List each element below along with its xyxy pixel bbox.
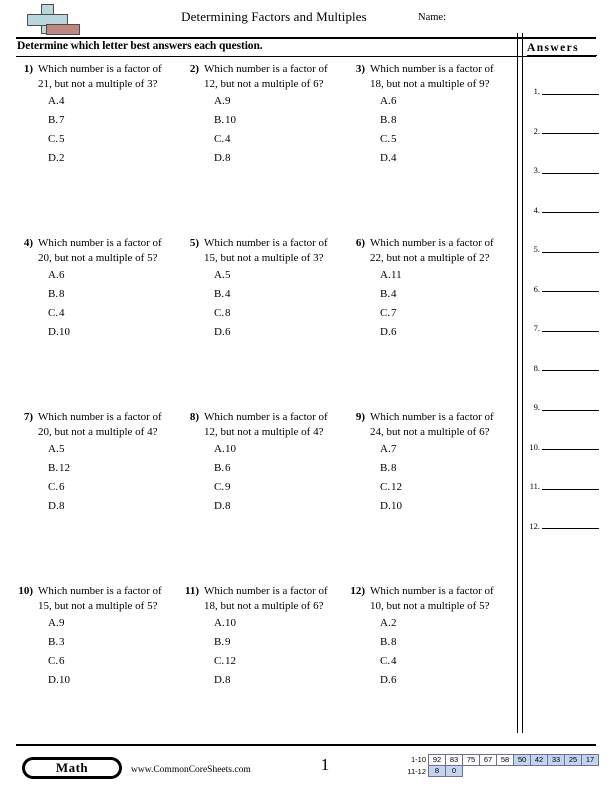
choice-option[interactable] (370, 614, 512, 633)
choice-value: 4 (225, 288, 231, 300)
score-cell: 42 (530, 754, 548, 766)
choice-value: 9 (225, 481, 231, 493)
question-text: Which number is a factor of 18, but not a multiple of 9? (370, 63, 494, 90)
choice-letter: C. (48, 133, 59, 145)
choice-option[interactable] (38, 614, 180, 633)
answer-input-blank[interactable] (542, 449, 599, 450)
answer-number: 10. (529, 441, 540, 452)
choice-option[interactable] (204, 497, 346, 516)
choice-value: 4 (391, 152, 397, 164)
answer-number: 12. (529, 520, 540, 531)
choice-value: 10 (59, 674, 70, 686)
question-item (14, 584, 180, 758)
choice-letter: D. (214, 326, 225, 338)
question-body (204, 62, 346, 236)
question-body (370, 410, 512, 584)
question-item (180, 62, 346, 236)
question-text: Which number is a factor of 21, but not a multiple of 3? (38, 63, 162, 90)
choice-value: 10 (391, 500, 402, 512)
score-range-label: 11-12 (407, 767, 426, 776)
question-number: 4) (23, 237, 33, 249)
question-number: 9) (355, 411, 365, 423)
choice-value: 6 (391, 95, 397, 107)
choice-list (370, 440, 512, 516)
choice-value: 7 (391, 443, 397, 455)
choice-letter: D. (214, 152, 225, 164)
choice-option[interactable] (370, 304, 512, 323)
choice-value: 12 (59, 462, 70, 474)
answer-blank-row (527, 333, 599, 373)
choice-option[interactable] (204, 304, 346, 323)
question-body (204, 584, 346, 758)
commoncoresheets-logo-icon (22, 3, 80, 36)
choice-letter: C. (214, 307, 225, 319)
choice-value: 8 (225, 674, 231, 686)
choice-option[interactable] (204, 149, 346, 168)
score-cell: 58 (496, 754, 514, 766)
choice-value: 8 (391, 114, 397, 126)
answer-blank-row (527, 491, 599, 531)
answer-input-blank[interactable] (542, 331, 599, 332)
worksheet-title: Determining Factors and Multiples (181, 9, 367, 24)
choice-letter: A. (48, 269, 59, 281)
choice-list (204, 92, 346, 168)
choice-list (204, 266, 346, 342)
choice-option[interactable] (204, 652, 346, 671)
choice-option[interactable] (370, 671, 512, 690)
question-text: Which number is a factor of 22, but not a multiple of 2? (370, 237, 494, 264)
choice-option[interactable] (204, 671, 346, 690)
question-number: 2) (189, 63, 199, 75)
choice-option[interactable] (370, 130, 512, 149)
choice-option[interactable] (38, 285, 180, 304)
choice-option[interactable] (38, 671, 180, 690)
choice-letter: A. (214, 617, 225, 629)
choice-letter: B. (380, 636, 391, 648)
question-body (204, 236, 346, 410)
answer-blank-row (527, 293, 599, 333)
question-item (346, 410, 512, 584)
score-cell: 17 (581, 754, 599, 766)
choice-value: 6 (59, 481, 65, 493)
choice-value: 5 (59, 133, 65, 145)
question-number: 7) (23, 411, 33, 423)
choice-option[interactable] (38, 323, 180, 342)
choice-value: 8 (59, 288, 65, 300)
answer-blank-row (527, 56, 599, 96)
choice-list (38, 92, 180, 168)
answer-input-blank[interactable] (542, 212, 599, 213)
answer-input-blank[interactable] (542, 489, 599, 490)
question-row (14, 584, 512, 758)
answer-blank-row (527, 451, 599, 491)
choice-value: 4 (225, 133, 231, 145)
score-cell: 83 (445, 754, 463, 766)
answer-input-blank[interactable] (542, 94, 599, 95)
instruction-text: Determine which letter best answers each question. (17, 40, 263, 52)
choice-option[interactable] (370, 266, 512, 285)
header-divider (16, 37, 596, 39)
choice-letter: A. (214, 95, 225, 107)
answer-number: 3. (533, 165, 540, 175)
choice-letter: A. (380, 269, 391, 281)
answer-number: 6. (533, 283, 540, 294)
answer-input-blank[interactable] (542, 370, 599, 371)
choice-option[interactable] (370, 633, 512, 652)
question-body (370, 62, 512, 236)
choice-option[interactable] (38, 92, 180, 111)
choice-option[interactable] (38, 440, 180, 459)
question-number: 10) (18, 585, 33, 597)
score-conversion-chart (399, 754, 599, 778)
choice-option[interactable] (38, 478, 180, 497)
choice-option[interactable] (370, 652, 512, 671)
choice-value: 9 (59, 617, 65, 629)
choice-option[interactable] (38, 497, 180, 516)
question-item (180, 410, 346, 584)
choice-value: 12 (391, 481, 402, 493)
choice-option[interactable] (204, 478, 346, 497)
page-header (0, 0, 612, 40)
choice-value: 8 (225, 152, 231, 164)
score-cell: 75 (462, 754, 480, 766)
choice-letter: C. (214, 481, 225, 493)
choice-option[interactable] (204, 266, 346, 285)
choice-option[interactable] (204, 633, 346, 652)
question-number: 1) (23, 63, 33, 75)
choice-letter: A. (380, 95, 391, 107)
choice-letter: B. (214, 288, 225, 300)
score-cell: 33 (547, 754, 565, 766)
choice-letter: D. (48, 152, 59, 164)
choice-value: 10 (225, 617, 236, 629)
question-number: 3) (355, 63, 365, 75)
choice-value: 6 (225, 326, 231, 338)
choice-letter: A. (214, 443, 225, 455)
choice-letter: A. (48, 617, 59, 629)
choice-option[interactable] (370, 111, 512, 130)
question-text: Which number is a factor of 12, but not a multiple of 4? (204, 411, 328, 438)
choice-value: 5 (225, 269, 231, 281)
choice-option[interactable] (204, 285, 346, 304)
choice-value: 3 (59, 636, 65, 648)
score-cell: 0 (445, 765, 463, 777)
answer-number: 8. (533, 362, 540, 373)
choice-option[interactable] (370, 497, 512, 516)
score-cell: 67 (479, 754, 497, 766)
choice-letter: C. (214, 655, 225, 667)
choice-letter: C. (214, 133, 225, 145)
footer-divider (16, 744, 596, 746)
choice-value: 6 (225, 462, 231, 474)
answer-number: 9. (533, 402, 540, 412)
question-body (370, 236, 512, 410)
choice-option[interactable] (370, 323, 512, 342)
answer-blank-row (527, 96, 599, 136)
choice-letter: C. (48, 655, 59, 667)
answer-number: 11. (529, 481, 540, 491)
choice-value: 5 (391, 133, 397, 145)
choice-option[interactable] (370, 459, 512, 478)
choice-list (370, 614, 512, 690)
choice-letter: B. (214, 636, 225, 648)
choice-letter: D. (380, 674, 391, 686)
choice-letter: C. (48, 307, 59, 319)
choice-value: 6 (59, 655, 65, 667)
answers-panel-title: Answers (527, 42, 597, 56)
answer-input-blank[interactable] (542, 291, 599, 292)
choice-letter: B. (380, 114, 391, 126)
choice-option[interactable] (38, 652, 180, 671)
choice-value: 4 (59, 307, 65, 319)
score-cell: 50 (513, 754, 531, 766)
choice-value: 2 (391, 617, 397, 629)
choice-list (38, 614, 180, 690)
choice-letter: C. (380, 481, 391, 493)
choice-value: 2 (59, 152, 65, 164)
question-row (14, 62, 512, 236)
page-number: 1 (320, 755, 330, 774)
choice-value: 11 (391, 269, 402, 281)
choice-letter: A. (48, 443, 59, 455)
answer-blank-row (527, 254, 599, 294)
score-cell: 92 (428, 754, 446, 766)
subject-badge-label: Math (25, 760, 119, 776)
choice-letter: B. (214, 114, 225, 126)
choice-option[interactable] (38, 266, 180, 285)
choice-value: 8 (59, 500, 65, 512)
question-text: Which number is a factor of 20, but not a multiple of 4? (38, 411, 162, 438)
answer-input-blank[interactable] (542, 173, 599, 174)
choice-option[interactable] (38, 149, 180, 168)
choice-option[interactable] (370, 92, 512, 111)
choice-option[interactable] (38, 111, 180, 130)
question-text: Which number is a factor of 20, but not a multiple of 5? (38, 237, 162, 264)
logo-book-icon (46, 24, 80, 35)
choice-value: 10 (59, 326, 70, 338)
choice-option[interactable] (204, 440, 346, 459)
choice-value: 10 (225, 114, 236, 126)
answer-number: 5. (533, 244, 540, 254)
choice-value: 6 (391, 674, 397, 686)
choice-value: 9 (225, 95, 231, 107)
answer-blank-row (527, 412, 599, 452)
choice-list (38, 266, 180, 342)
question-item (180, 236, 346, 410)
answer-blank-row (527, 135, 599, 175)
choice-value: 7 (59, 114, 65, 126)
question-number: 5) (189, 237, 199, 249)
subject-badge (22, 757, 122, 779)
choice-option[interactable] (204, 130, 346, 149)
question-grid (14, 62, 512, 758)
instruction-divider (16, 56, 596, 57)
question-text: Which number is a factor of 15, but not a multiple of 5? (38, 585, 162, 612)
choice-letter: B. (48, 288, 59, 300)
question-text: Which number is a factor of 10, but not a multiple of 5? (370, 585, 494, 612)
choice-letter: B. (48, 462, 59, 474)
name-field-label: Name: (418, 12, 446, 23)
question-text: Which number is a factor of 15, but not a multiple of 3? (204, 237, 328, 264)
choice-letter: B. (48, 114, 59, 126)
choice-letter: D. (214, 674, 225, 686)
answer-input-blank[interactable] (542, 252, 599, 253)
choice-value: 6 (59, 269, 65, 281)
answer-blank-row (527, 372, 599, 412)
score-cell: 8 (428, 765, 446, 777)
choice-value: 8 (391, 462, 397, 474)
question-item (346, 62, 512, 236)
answers-panel (527, 38, 599, 530)
choice-list (38, 440, 180, 516)
question-text: Which number is a factor of 18, but not a multiple of 6? (204, 585, 328, 612)
answer-number: 7. (533, 323, 540, 333)
question-item (14, 62, 180, 236)
choice-list (204, 440, 346, 516)
choice-letter: D. (48, 674, 59, 686)
choice-value: 5 (59, 443, 65, 455)
question-item (180, 584, 346, 758)
choice-letter: C. (380, 655, 391, 667)
question-body (38, 236, 180, 410)
choice-letter: B. (380, 288, 391, 300)
answer-number: 1. (533, 86, 540, 96)
choice-option[interactable] (38, 304, 180, 323)
site-url: www.CommonCoreSheets.com (131, 765, 251, 775)
choice-value: 7 (391, 307, 397, 319)
choice-value: 10 (225, 443, 236, 455)
question-number: 6) (355, 237, 365, 249)
choice-option[interactable] (204, 459, 346, 478)
answer-blank-row (527, 214, 599, 254)
choice-option[interactable] (38, 633, 180, 652)
question-item (346, 236, 512, 410)
choice-letter: D. (48, 326, 59, 338)
choice-letter: A. (380, 443, 391, 455)
question-item (346, 584, 512, 758)
question-body (38, 410, 180, 584)
answer-input-blank[interactable] (542, 528, 599, 529)
choice-letter: A. (214, 269, 225, 281)
score-range-label: 1-10 (410, 755, 426, 764)
choice-value: 9 (225, 636, 231, 648)
question-number: 12) (350, 585, 365, 597)
choice-letter: D. (380, 500, 391, 512)
answer-input-blank[interactable] (542, 410, 599, 411)
choice-letter: B. (48, 636, 59, 648)
choice-option[interactable] (204, 614, 346, 633)
question-row (14, 236, 512, 410)
score-cell: 25 (564, 754, 582, 766)
choice-value: 8 (391, 636, 397, 648)
choice-letter: D. (214, 500, 225, 512)
choice-option[interactable] (370, 285, 512, 304)
choice-letter: C. (380, 133, 391, 145)
answer-blank-row (527, 175, 599, 215)
answer-input-blank[interactable] (542, 133, 599, 134)
answers-divider-outer (517, 33, 518, 733)
choice-option[interactable] (38, 130, 180, 149)
choice-list (370, 266, 512, 342)
choice-letter: C. (48, 481, 59, 493)
choice-option[interactable] (204, 92, 346, 111)
choice-value: 4 (391, 655, 397, 667)
choice-letter: D. (380, 152, 391, 164)
choice-letter: A. (380, 617, 391, 629)
answer-number: 4. (533, 204, 540, 215)
choice-letter: C. (380, 307, 391, 319)
choice-option[interactable] (370, 149, 512, 168)
choice-letter: D. (380, 326, 391, 338)
question-body (204, 410, 346, 584)
answer-number: 2. (533, 125, 540, 136)
answers-divider-inner (522, 33, 523, 733)
choice-letter: A. (48, 95, 59, 107)
score-chart-row (399, 766, 599, 778)
question-text: Which number is a factor of 24, but not a multiple of 6? (370, 411, 494, 438)
choice-option[interactable] (204, 111, 346, 130)
question-body (370, 584, 512, 758)
choice-list (204, 614, 346, 690)
choice-letter: D. (48, 500, 59, 512)
choice-letter: B. (214, 462, 225, 474)
question-number: 8) (189, 411, 199, 423)
choice-value: 4 (391, 288, 397, 300)
question-row (14, 410, 512, 584)
choice-option[interactable] (370, 440, 512, 459)
choice-option[interactable] (38, 459, 180, 478)
choice-value: 8 (225, 500, 231, 512)
question-body (38, 584, 180, 758)
answers-list (527, 56, 599, 530)
choice-letter: B. (380, 462, 391, 474)
question-text: Which number is a factor of 12, but not a multiple of 6? (204, 63, 328, 90)
choice-list (370, 92, 512, 168)
choice-value: 4 (59, 95, 65, 107)
question-number: 11) (184, 585, 199, 597)
choice-value: 6 (391, 326, 397, 338)
choice-option[interactable] (370, 478, 512, 497)
choice-option[interactable] (204, 323, 346, 342)
question-item (14, 410, 180, 584)
choice-value: 12 (225, 655, 236, 667)
question-item (14, 236, 180, 410)
choice-value: 8 (225, 307, 231, 319)
question-body (38, 62, 180, 236)
